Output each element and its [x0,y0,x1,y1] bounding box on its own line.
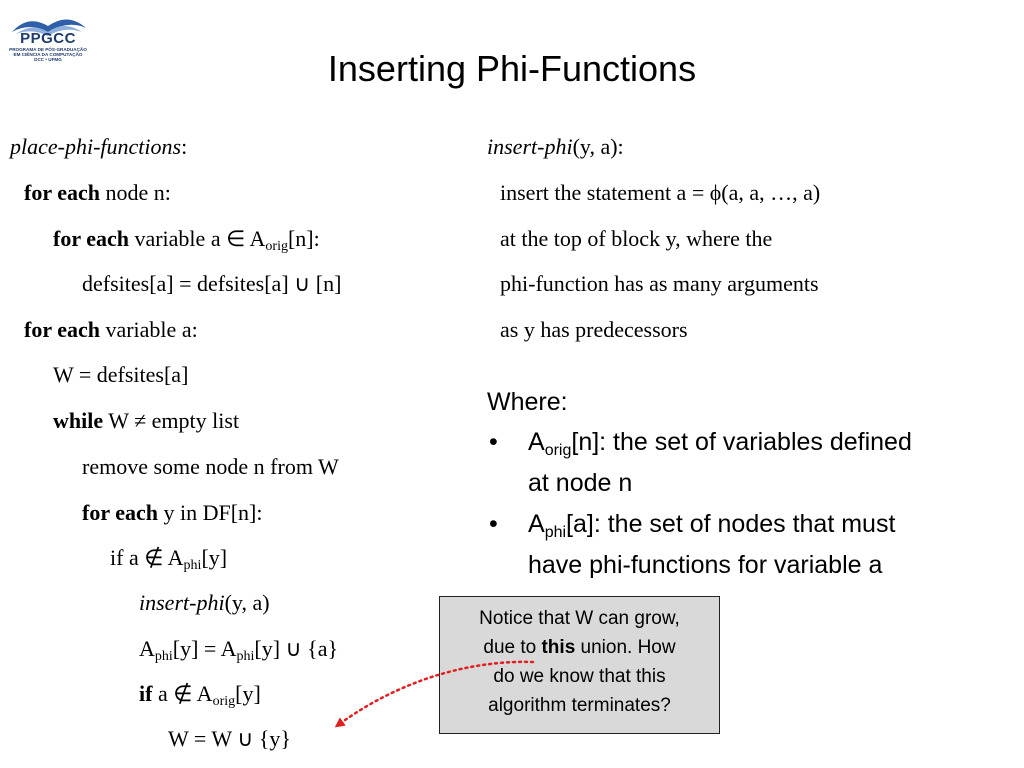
code-line: W = W ∪ {y} [168,726,291,751]
code-line: as y has predecessors [500,317,688,342]
keyword: while [53,408,104,433]
code-line: at the top of block y, where the [500,226,773,251]
code-line: W = defsites[a] [53,362,189,387]
keyword: for each [82,500,158,525]
definitions-block [487,382,1022,586]
definition-item: • $A_{phi}[a]$: the set of nodes that must have phi-functions for variable a [487,504,1022,586]
code-line: if a ∉ $A_{orig}[y]$ [139,681,261,709]
logo-sub-line: PROGRAMA DE PÓS-GRADUAÇÃO [9,47,87,52]
function-name: place-phi-functions [10,134,182,159]
keyword: for each [53,226,129,251]
bullet-icon: • [489,510,498,538]
definition-item: • $A_{orig}[n]$: the set of variables defined at node n [487,422,1022,504]
function-name: insert-phi [139,590,225,615]
function-name: insert-phi [487,134,573,159]
code-line: $A_{phi}[y] = A_{phi}[y]$ ∪ {a} [139,636,339,664]
code-line: for each node n: [24,180,171,205]
logo-sub-line: EM CIÊNCIA DA COMPUTAÇÃO [13,52,83,58]
slide-title: Inserting Phi-Functions [327,48,697,89]
where-heading: Where: [487,388,568,416]
keyword: for each [24,180,100,205]
code-line: phi-function has as many arguments [500,271,819,296]
code-line: defsites[a] = defsites[a] ∪ [n] [82,271,342,296]
code-line: while W ≠ empty list [53,408,240,433]
logo-sub-line: DCC • UFMG [34,57,62,63]
termination-note: Notice that W can grow, due to this union. How do we know that this algorithm terminates? [439,596,720,734]
code-line: if a ∉ $A_{phi}[y]$ [110,545,228,573]
keyword: if [139,681,153,706]
code-line: for each variable a: [24,317,198,342]
code-line: place-phi-functions: [10,134,188,159]
code-line: remove some node n from W [82,454,339,479]
bullet-icon: • [489,428,498,456]
code-line: for each y in DF[n]: [82,500,263,525]
code-line: insert-phi(y, a) [139,590,270,615]
logo-name: PPGCC [20,30,76,47]
keyword: for each [24,317,100,342]
emphasis-this: this [541,637,576,658]
code-line: insert the statement a = ϕ(a, a, …, a) [500,180,821,205]
code-line: insert-phi(y, a): [487,134,624,159]
code-line: for each variable a ∈ $A_{orig}[n]$: [53,226,320,254]
